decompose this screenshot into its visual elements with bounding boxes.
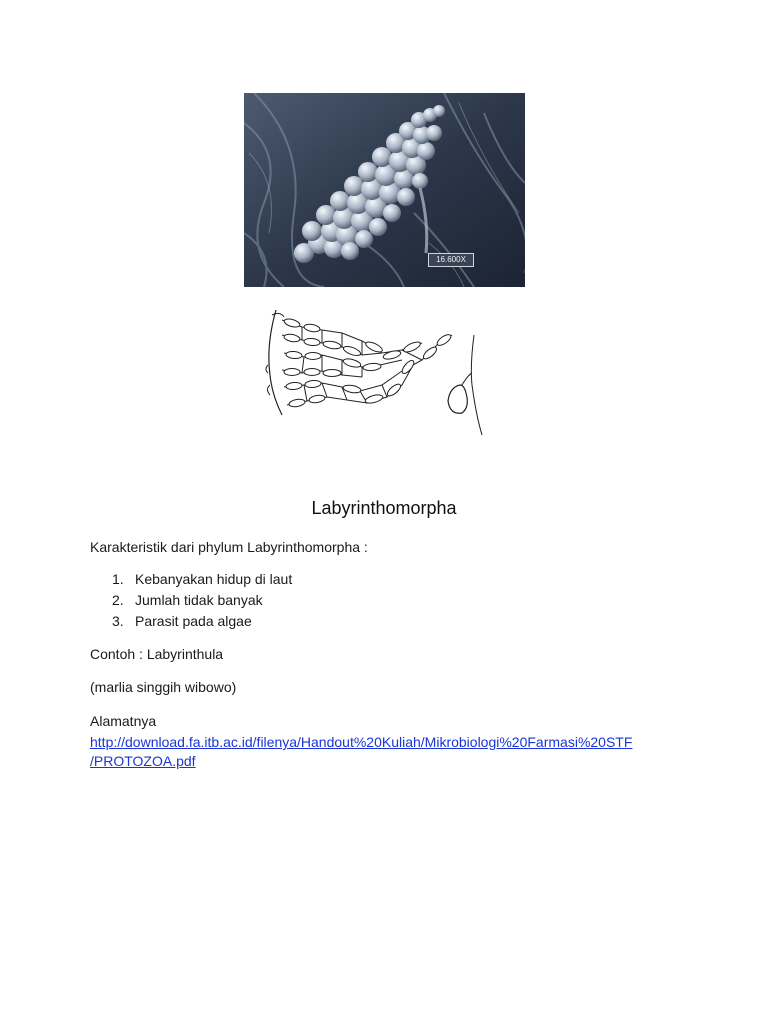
source-link[interactable] — [90, 733, 690, 771]
source-link-line1[interactable]: http://download.fa.itb.ac.id/filenya/Handout%20Kuliah/Mikrobiologi%20Farmasi%20STF — [90, 734, 633, 750]
list-item — [90, 590, 292, 611]
document-title: Labyrinthomorpha — [311, 498, 457, 518]
example-text: Contoh : Labyrinthula — [90, 646, 224, 662]
list-number: 3. — [112, 613, 124, 629]
list-item-text: Jumlah tidak banyak — [135, 592, 263, 608]
list-item — [90, 611, 292, 632]
magnification-label: 16.600X — [428, 253, 474, 267]
author-text: (marlia singgih wibowo) — [90, 679, 237, 695]
list-item-text: Kebanyakan hidup di laut — [135, 571, 293, 587]
micrograph-image — [244, 93, 525, 287]
address-label: Alamatnya — [90, 713, 157, 729]
intro-text: Karakteristik dari phylum Labyrinthomorpha : — [90, 539, 368, 555]
characteristics-list — [90, 569, 292, 632]
list-item-text: Parasit pada algae — [135, 613, 252, 629]
source-link-line2[interactable]: /PROTOZOA.pdf — [90, 753, 196, 769]
list-number: 2. — [112, 592, 124, 608]
list-number: 1. — [112, 571, 124, 587]
list-item — [90, 569, 292, 590]
labyrinthula-drawing — [262, 305, 484, 440]
